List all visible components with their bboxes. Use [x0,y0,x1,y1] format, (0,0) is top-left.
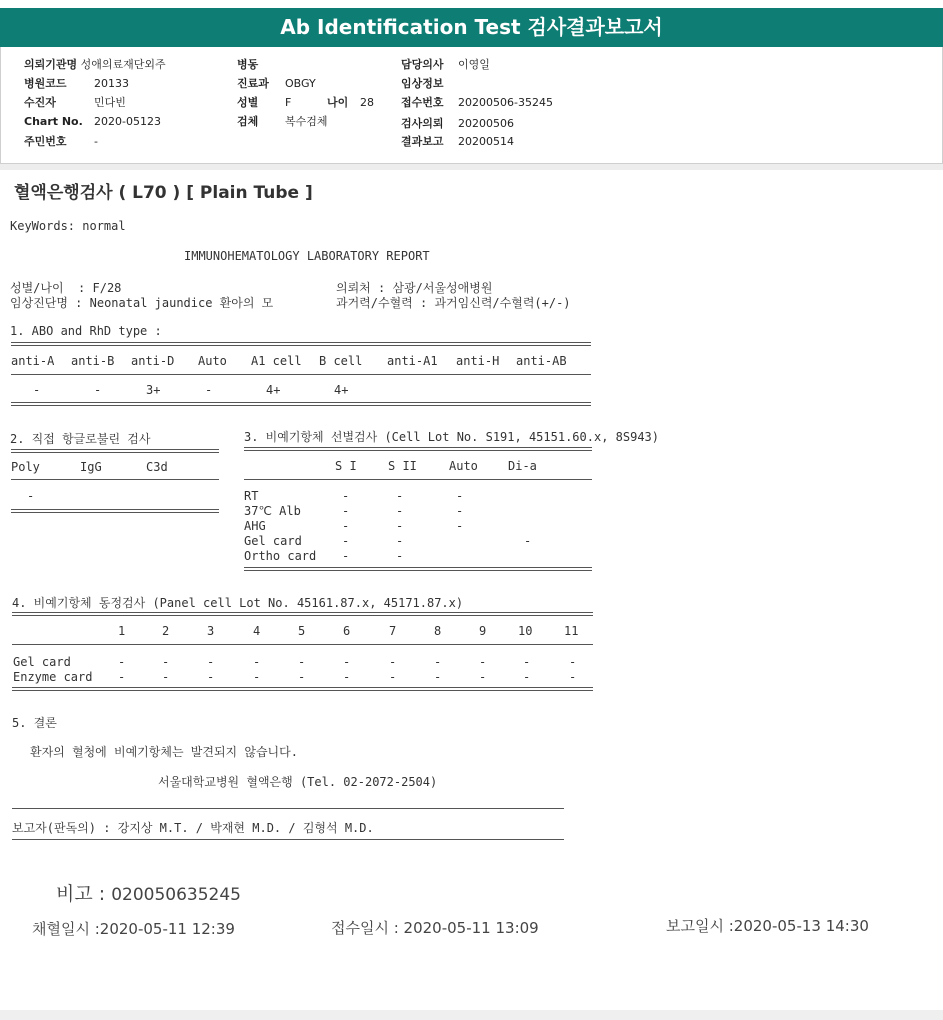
doctor-label: 담당의사 [401,58,444,71]
screen-row-label: Gel card [244,534,302,548]
abo-mid-rule [11,374,591,375]
screen-cell: - [396,519,404,533]
note-label: 비고 : [56,883,106,905]
report-title: Ab Identification Test 검사결과보고서 [0,8,943,47]
patient-value: 민다빈 [94,96,126,109]
panel-header-cell: 10 [518,624,533,638]
lab-report-title: IMMUNOHEMATOLOGY LABORATORY REPORT [184,249,430,263]
receipt-value: 20200506-35245 [458,96,553,109]
clinical-label: 임상정보 [401,77,444,90]
panel-cell: - [389,655,397,669]
abo-header-cell: B cell [319,354,363,368]
diagnosis-line: 임상진단명 : Neonatal jaundice 환아의 모 [10,296,274,310]
screen-cell: - [396,489,404,503]
screen-header-cell: Auto [449,459,478,473]
abo-header-cell: A1 cell [251,354,302,368]
abo-title: 1. ABO and RhD type : [10,324,162,338]
screen-header-cell: S I [335,459,357,473]
dept-row [237,75,316,91]
screen-cell: - [342,519,350,533]
panel-cell: - [207,655,215,669]
panel-cell: - [434,670,442,684]
panel-row-label: Gel card [13,655,71,669]
panel-bottom-rule [12,687,593,691]
screen-cell: - [396,504,404,518]
institution-row [24,56,166,72]
sex-age-line: 성별/나이 : F/28 [10,281,122,295]
clinical-row [401,75,444,91]
dat-title: 2. 직접 항글로불린 검사 [10,432,151,446]
note-value: 020050635245 [111,885,241,905]
abo-header-cell: anti-H [456,354,500,368]
conclusion-text: 환자의 혈청에 비예기항체는 발견되지 않습니다. [30,745,298,759]
request-value: 20200506 [458,117,514,130]
receipt-datetime: 접수일시 : 2020-05-11 13:09 [331,919,539,937]
abo-value-cell: 4+ [334,383,349,397]
abo-value-cell: 4+ [266,383,281,397]
report-date-row [401,133,514,149]
sex-age-row [237,94,374,110]
abo-header-cell: anti-B [71,354,115,368]
abo-bottom-rule [11,402,591,406]
chart-value: 2020-05123 [94,115,161,128]
doctor-value: 이영일 [458,58,490,71]
panel-title: 4. 비예기항체 동정검사 (Panel cell Lot No. 45161.87.x, 45171.87.x) [12,596,464,610]
panel-cell: - [162,670,170,684]
panel-cell: - [523,670,531,684]
abo-value-cell: - [33,383,41,397]
ward-label: 병동 [237,58,259,71]
specimen-row [237,113,328,129]
keywords: KeyWords: normal [10,219,126,233]
panel-cell: - [479,670,487,684]
section-divider [0,164,943,170]
screen-cell: - [396,549,404,563]
panel-cell: - [389,670,397,684]
panel-header-cell: 3 [207,624,215,638]
abo-header-cell: anti-D [131,354,175,368]
lab-name: 서울대학교병원 혈액은행 (Tel. 02-2072-2504) [158,775,438,789]
screen-cell: - [524,534,532,548]
panel-mid-rule [12,644,593,645]
abo-header-cell: anti-A1 [387,354,438,368]
sex-label: 성별 [237,96,259,109]
dat-header-cell: C3d [146,460,168,474]
institution-label: 의뢰기관명 [24,58,78,71]
abo-top-rule [11,342,591,346]
request-row [401,115,514,131]
doctor-row [401,56,490,72]
receipt-row [401,94,553,110]
screen-row-label: RT [244,489,259,503]
panel-cell: - [434,655,442,669]
panel-header-cell: 8 [434,624,442,638]
panel-header-cell: 1 [118,624,126,638]
screen-cell: - [342,534,350,548]
hospital-code-value: 20133 [94,77,129,90]
report-date-label: 결과보고 [401,135,444,148]
abo-header-cell: anti-AB [516,354,567,368]
dat-value-cell: - [27,489,35,503]
dat-top-rule [11,449,219,453]
specimen-value: 복수검체 [285,115,328,128]
history-line: 과거력/수혈력 : 과거임신력/수혈력(+/-) [336,296,571,310]
screen-header-cell: Di-a [508,459,537,473]
screen-top-rule [244,447,592,451]
report-date-value: 20200514 [458,135,514,148]
dat-bottom-rule [11,509,219,513]
note-line [56,879,241,906]
receipt-label: 접수번호 [401,96,444,109]
specimen-label: 검체 [237,115,259,128]
panel-cell: - [207,670,215,684]
dept-value: OBGY [285,77,316,90]
sex-value: F [285,96,292,109]
panel-cell: - [162,655,170,669]
rrn-label: 주민번호 [24,135,67,148]
panel-cell: - [343,655,351,669]
panel-cell: - [253,670,261,684]
section-title: 혈액은행검사 ( L70 ) [ Plain Tube ] [14,183,313,203]
conclusion-title: 5. 결론 [12,716,57,730]
dat-mid-rule [11,479,219,480]
dept-label: 진료과 [237,77,269,90]
request-label: 검사의뢰 [401,117,444,130]
panel-header-cell: 6 [343,624,351,638]
screen-mid-rule [244,479,592,480]
panel-cell: - [298,670,306,684]
screen-title: 3. 비예기항체 선별검사 (Cell Lot No. S191, 45151.60.x, 8S943) [244,430,659,444]
requester-line: 의뢰처 : 삼광/서울성애병원 [336,281,493,295]
screen-cell: - [456,489,464,503]
screen-cell: - [456,519,464,533]
panel-cell: - [569,655,577,669]
patient-row [24,94,126,110]
age-value: 28 [360,96,374,109]
panel-cell: - [569,670,577,684]
panel-header-cell: 9 [479,624,487,638]
reporters-line: 보고자(판독의) : 강지상 M.T. / 박재현 M.D. / 김형석 M.D. [12,821,374,835]
reporter-top-rule [12,808,564,809]
page-bottom [0,1010,943,1020]
institution-value: 성애의료재단외주 [80,58,166,71]
ward-row [237,56,258,72]
patient-label: 수진자 [24,96,56,109]
panel-header-cell: 2 [162,624,170,638]
panel-cell: - [298,655,306,669]
collection-datetime: 채혈일시 :2020-05-11 12:39 [32,920,235,938]
screen-row-label: AHG [244,519,266,533]
screen-row-label: 37℃ Alb [244,504,301,518]
panel-header-cell: 7 [389,624,397,638]
panel-cell: - [118,655,126,669]
screen-cell: - [342,549,350,563]
screen-row-label: Ortho card [244,549,317,563]
reporter-bottom-rule [12,839,564,840]
abo-header-cell: anti-A [11,354,55,368]
rrn-row [24,133,98,149]
report-datetime: 보고일시 :2020-05-13 14:30 [666,917,869,935]
panel-cell: - [343,670,351,684]
hospital-code-row [24,75,129,91]
dat-header-cell: Poly [11,460,40,474]
panel-header-cell: 4 [253,624,261,638]
age-label: 나이 [327,96,349,109]
panel-cell: - [479,655,487,669]
chart-label: Chart No. [24,115,83,128]
chart-row [24,115,161,128]
abo-value-cell: - [205,383,213,397]
abo-value-cell: 3+ [146,383,161,397]
panel-top-rule [12,612,593,616]
abo-value-cell: - [94,383,102,397]
rrn-value: - [94,135,98,148]
screen-cell: - [342,489,350,503]
panel-header-cell: 11 [564,624,579,638]
screen-cell: - [456,504,464,518]
screen-cell: - [396,534,404,548]
screen-cell: - [342,504,350,518]
abo-header-cell: Auto [198,354,227,368]
panel-cell: - [118,670,126,684]
hospital-code-label: 병원코드 [24,77,67,90]
screen-header-cell: S II [388,459,417,473]
panel-cell: - [523,655,531,669]
dat-header-cell: IgG [80,460,102,474]
panel-row-label: Enzyme card [13,670,93,684]
screen-bottom-rule [244,567,592,571]
panel-header-cell: 5 [298,624,306,638]
panel-cell: - [253,655,261,669]
